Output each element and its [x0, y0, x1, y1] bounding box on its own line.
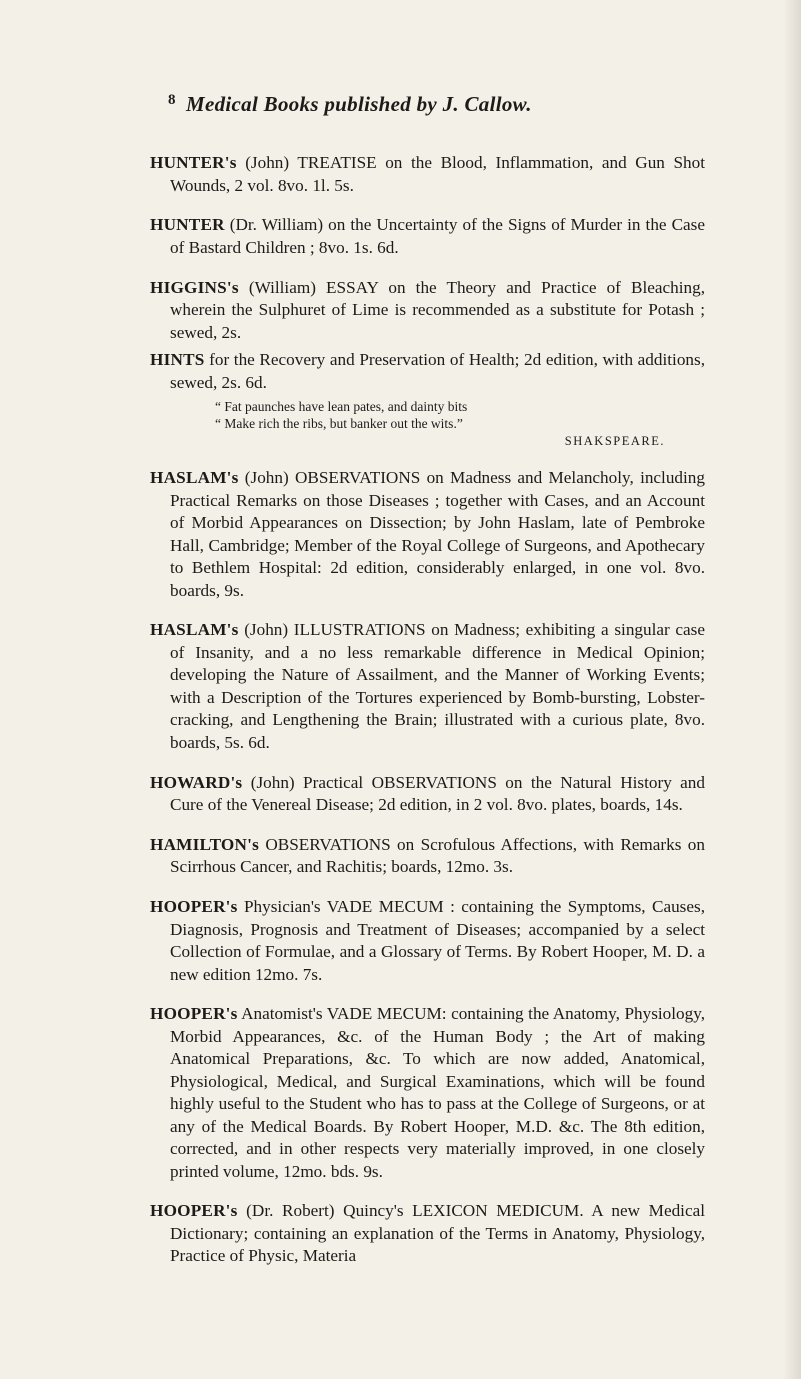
epigraph-line: “ Fat paunches have lean pates, and dainty bits — [215, 399, 468, 415]
epigraph-attribution: SHAKSPEARE. — [564, 434, 665, 449]
page-edge-shadow — [783, 0, 801, 1379]
entry-author: HASLAM's — [150, 468, 239, 488]
entry-text: OBSERVATIONS on Scrofulous Affections, with Remarks on Scirrhous Cancer, and Rachitis; boards, 12mo. 3s. — [170, 834, 705, 877]
entry-text: (John) ILLUSTRATIONS on Madness; exhibiting a singular case of Insanity, and a no less remarkable difference in Medical Opinion; developing the Nature of Assailment, and the Manner of Working Events; with a Description of the Tortures experienced by Bomb-bursting, Lobster-cracking, and Lengthening the Brain; illustrated with a curious plate, 8vo. boards, 5s. 6d. — [170, 620, 705, 752]
catalogue-entry — [150, 349, 705, 450]
catalogue-entry — [150, 834, 705, 879]
entry-text: (William) ESSAY on the Theory and Practice of Bleaching, wherein the Sulphuret of Lime is recommended as a substitute for Potash ; sewed, 2s. — [170, 277, 705, 342]
catalogue-entry — [150, 1003, 705, 1183]
catalogue-entry — [150, 467, 705, 602]
page-marker: 8 — [168, 92, 176, 108]
entry-text: (Dr. William) on the Uncertainty of the Signs of Murder in the Case of Bastard Children ; 8vo. 1s. 6d. — [170, 215, 705, 257]
entry-author: HASLAM's — [150, 620, 239, 640]
entry-author: HINTS — [150, 350, 205, 370]
entry-text: (John) TREATISE on the Blood, Inflammation, and Gun Shot Wounds, 2 vol. 8vo. 1l. 5s. — [170, 153, 705, 195]
entry-author: HOOPER's — [150, 897, 238, 916]
catalogue-entry — [150, 277, 705, 345]
entry-author: HIGGINS's — [150, 277, 239, 297]
epigraph — [170, 398, 705, 450]
entry-author: HUNTER — [150, 215, 225, 235]
entry-text: Physician's VADE MECUM : containing the Symptoms, Causes, Diagnosis, Prognosis and Treatment of Diseases; accompanied by a select Collection of Formulae, and a Glossary of Terms. By Robert Hooper, M. D. a new edition 12mo. 7s. — [170, 897, 705, 984]
entry-text: (Dr. Robert) Quincy's LEXICON MEDICUM. A new Medical Dictionary; containing an explanation of the Terms in Anatomy, Physiology, Practice of Physic, Materia — [170, 1201, 705, 1266]
catalogue-entry — [150, 214, 705, 259]
catalogue-entry — [150, 619, 705, 754]
entry-author: HOWARD's — [150, 772, 243, 792]
entry-text: (John) Practical OBSERVATIONS on the Natural History and Cure of the Venereal Disease; 2d edition, in 2 vol. 8vo. plates, boards, 14s. — [170, 772, 705, 815]
entry-author: HOOPER's — [150, 1004, 238, 1024]
running-title: Medical Books published by J. Callow. — [186, 92, 532, 116]
entry-text: Anatomist's VADE MECUM: containing the Anatomy, Physiology, Morbid Appearances, &c. of the Human Body ; the Art of making Anatomical Preparations, &c. To which are now added, Anatomical, Physiological, Medical, and Surgical Examinations, which will be found highly useful to the Student who has to pass at the College of Surgeons, or at any of the Medical Boards. By Robert Hooper, M.D. &c. The 8th edition, corrected, and in other respects very materially improved, in one closely printed volume, 12mo. bds. 9s. — [170, 1004, 705, 1181]
entry-author: HOOPER's — [150, 1201, 238, 1221]
entry-text: for the Recovery and Preservation of Health; 2d edition, with additions, sewed, 2s. 6d. — [170, 350, 705, 392]
epigraph-line: “ Make rich the ribs, but banker out the wits.” — [215, 416, 463, 432]
catalogue-entries — [150, 135, 705, 1273]
entry-author: HAMILTON's — [150, 834, 259, 854]
catalogue-entry — [150, 772, 705, 817]
entry-text: (John) OBSERVATIONS on Madness and Melancholy, including Practical Remarks on those Diseases ; together with Cases, and an Account of Morbid Appearances on Dissection; by John Haslam, late of Pembroke Hall, Cambridge; Member of the Royal College of Surgeons, and Apothecary to Bethlem Hospital: 2d edition, considerably enlarged, in one vol. 8vo. boards, 9s. — [170, 468, 705, 600]
entry-author: HUNTER's — [150, 153, 237, 173]
catalogue-entry — [150, 152, 705, 197]
catalogue-entry — [150, 896, 705, 986]
catalogue-entry — [150, 1200, 705, 1268]
